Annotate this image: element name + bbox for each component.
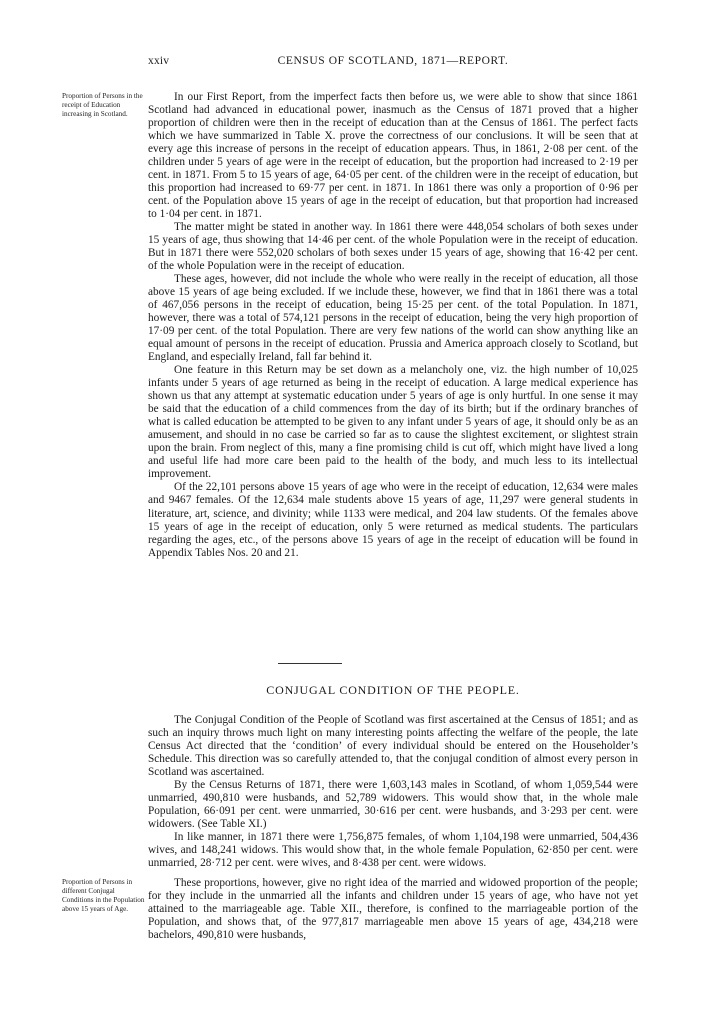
- conjugal-section: [148, 714, 638, 870]
- running-title: CENSUS OF SCOTLAND, 1871—REPORT.: [277, 55, 509, 67]
- paragraph: Of the 22,101 persons above 15 years of age who were in the receipt of education, 12,634 were males and 9467 females. Of the 12,634 male students above 15 years of age, 11,297 were general students in literature, art, science, and divinity; while 1133 were medical, and 204 law students. Of the females above 15 years of age in the receipt of education, only 5 were returned as medical students. The particulars regarding the ages, etc., of the persons above 15 years of age in the receipt of education will be found in Appendix Tables Nos. 20 and 21.: [148, 481, 638, 559]
- paragraph: The Conjugal Condition of the People of Scotland was first ascertained at the Census of 1851; and as such an inquiry throws much light on many interesting points affecting the welfare of the people, the late Census Act directed that the ‘condition’ of every individual should be entered on the Householder’s Schedule. This direction was so carefully attended to, that the conjugal condition of almost every person in Scotland was ascertained.: [148, 714, 638, 779]
- section-divider: [278, 663, 342, 664]
- section-heading: CONJUGAL CONDITION OF THE PEOPLE.: [266, 683, 520, 697]
- paragraph: In our First Report, from the imperfect facts then before us, we were able to show that since 1861 Scotland had advanced in educational power, inasmuch as the Census of 1871 proved that a higher proportion of children were then in the receipt of education than at the Census of 1861. The perfect facts which we have summarized in Table X. prove the correctness of our conclusions. It will be seen that at every age this increase of persons in the receipt of education appears. Thus, in 1861, 2·08 per cent. of the children under 5 years of age were in the receipt of education, but the proportion had increased to 2·19 per cent. in 1871. From 5 to 15 years of age, 64·05 per cent. of the children were in the receipt of education, but this proportion had increased to 69·77 per cent. in 1871. In 1861 there was only a proportion of 0·96 per cent. of the Population above 15 years of age in the receipt of education, but that proportion had increased to 1·04 per cent. in 1871.: [148, 91, 638, 221]
- education-section: [148, 91, 638, 560]
- paragraph: The matter might be stated in another way. In 1861 there were 448,054 scholars of both sexes under 15 years of age, thus showing that 14·46 per cent. of the whole Population were in the receipt of education. But in 1871 there were 552,020 scholars of both sexes under 15 years of age, showing that 16·42 per cent. of the whole Population were in the receipt of education.: [148, 221, 638, 273]
- paragraph: These proportions, however, give no right idea of the married and widowed proportion of the people; for they include in the unmarried all the infants and children under 15 years of age, who have not yet attained to the marriageable age. Table XII., therefore, is confined to the marriageable portion of the Population, and shows that, of the 977,817 marriageable men above 15 years of age, 434,218 were bachelors, 490,810 were husbands,: [148, 877, 638, 942]
- sidenote-conjugal: Proportion of Persons in different Conjugal Conditions in the Population above 15 years of Age.: [62, 878, 145, 914]
- paragraph: In like manner, in 1871 there were 1,756,875 females, of whom 1,104,198 were unmarried, 504,436 wives, and 148,241 widows. This would show that, in the whole female Population, 62·850 per cent. were unmarried, 28·712 per cent. were wives, and 8·438 per cent. were widows.: [148, 831, 638, 870]
- running-header: [148, 55, 638, 71]
- paragraph: By the Census Returns of 1871, there were 1,603,143 males in Scotland, of whom 1,059,544 were unmarried, 490,810 were husbands, and 52,789 widowers. This would show that, in the whole male Population, 66·091 per cent. were unmarried, 30·616 per cent. were husbands, and 3·293 per cent. were widowers. (See Table XI.): [148, 779, 638, 831]
- sidenote-education: Proportion of Persons in the receipt of Education increasing in Scotland.: [62, 92, 143, 119]
- conjugal-section-continued: [148, 877, 638, 942]
- paragraph: One feature in this Return may be set down as a melancholy one, viz. the high number of 10,025 infants under 5 years of age returned as being in the receipt of education. A large medical experience has shown us that any attempt at systematic education under 5 years of age is only hurtful. In one sense it may be said that the education of a child commences from the day of its birth; but if the ordinary branches of what is called education be attempted to be given to any infant under 5 years of age, it should only be as an amusement, and should in no case be carried so far as to cause the slightest excitement, or slightest strain upon the brain. From neglect of this, many a fine promising child is cut off, which might have lived a long and useful life had more care been paid to the health of the body, and much less to its intellectual improvement.: [148, 364, 638, 481]
- paragraph: These ages, however, did not include the whole who were really in the receipt of education, all those above 15 years of age being excluded. If we include these, however, we find that in 1861 there was a total of 467,056 persons in the receipt of education, being 15·25 per cent. of the total Population. In 1871, however, there was a total of 574,121 persons in the receipt of education, being the very high proportion of 17·09 per cent. of the total Population. There are very few nations of the world can show anything like an equal amount of persons in the receipt of education. Prussia and America approach closely to Scotland, but England, and especially Ireland, fall far behind it.: [148, 273, 638, 364]
- page-number: xxiv: [148, 55, 170, 67]
